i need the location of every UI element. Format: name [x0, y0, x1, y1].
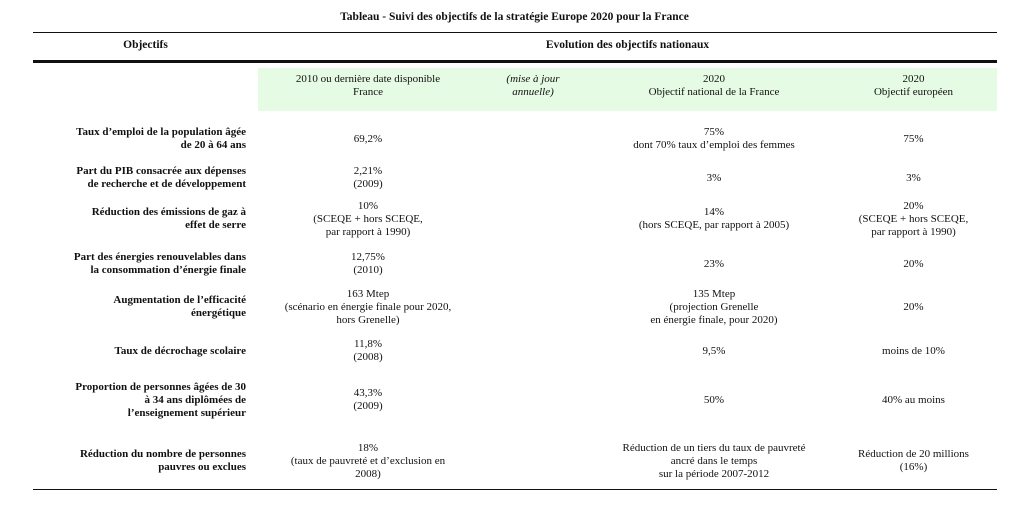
objective-european-line: par rapport à 1990) — [871, 225, 956, 238]
value-2010-cell — [258, 165, 478, 191]
col-header-european-line: 2020 — [902, 73, 925, 85]
objective-european-line: (16%) — [899, 461, 928, 473]
objective-line: pauvres ou exclues — [158, 461, 246, 473]
objective-national-line: 50% — [703, 393, 725, 406]
objective-cell — [36, 448, 246, 474]
objective-national-line: 135 Mtep — [692, 287, 736, 300]
objective-national-cell — [598, 288, 830, 327]
objective-line: l’enseignement supérieur — [127, 406, 246, 419]
objective-line: Réduction du nombre de personnes — [79, 448, 246, 460]
objective-european-line: (SCEQE + hors SCEQE, — [858, 212, 969, 225]
objective-european-cell — [830, 448, 997, 474]
objective-national-cell — [598, 258, 830, 271]
col-header-update — [478, 73, 588, 99]
objective-national-cell — [598, 394, 830, 407]
objective-cell — [36, 381, 246, 420]
objective-national-line: (projection Grenelle — [669, 300, 759, 313]
header-evolution: Evolution des objectifs nationaux — [545, 39, 710, 51]
col-header-update-line: (mise à jour — [506, 73, 560, 85]
value-2010-line: 43,3% — [353, 387, 383, 399]
value-2010-line: (SCEQE + hors SCEQE, — [313, 212, 423, 225]
objective-european-line: 20% — [903, 300, 924, 313]
objective-european-cell — [830, 258, 997, 271]
objective-european-line: 40% au moins — [882, 393, 945, 406]
objective-european-cell — [830, 345, 997, 358]
col-header-value-line: 2010 ou dernière date disponible — [295, 73, 441, 85]
objective-national-line: 14% — [703, 206, 725, 218]
value-2010-line: 163 Mtep — [346, 287, 390, 300]
objective-line: à 34 ans diplômées de — [144, 393, 246, 406]
value-2010-line: 12,75% — [351, 251, 385, 263]
objective-line: Taux de décrochage scolaire — [114, 344, 246, 357]
value-2010-line: (2008) — [353, 351, 383, 363]
objective-european-line: 20% — [903, 257, 924, 270]
value-2010-cell — [258, 200, 478, 239]
objective-european-line: 75% — [903, 132, 924, 145]
objective-national-cell — [598, 206, 830, 232]
value-2010-line: 18% — [357, 441, 379, 454]
objective-national-line: sur la période 2007-2012 — [658, 467, 770, 480]
top-rule — [33, 32, 997, 33]
value-2010-line: 2008) — [355, 467, 381, 480]
objective-cell — [36, 165, 246, 191]
objective-national-line: (hors SCEQE, par rapport à 2005) — [638, 219, 790, 231]
objective-line: effet de serre — [185, 219, 246, 231]
col-header-national-line: 2020 — [703, 73, 725, 85]
objective-line: énergétique — [191, 307, 246, 319]
header-objectifs: Objectifs — [123, 39, 168, 51]
objective-national-line: dont 70% taux d’emploi des femmes — [633, 139, 795, 151]
objective-line: Part du PIB consacrée aux dépenses — [76, 165, 246, 177]
table-caption: Tableau - Suivi des objectifs de la stratégie Europe 2020 pour la France — [340, 11, 689, 23]
objective-national-line: 75% — [703, 126, 725, 138]
col-header-national-line: Objectif national de la France — [648, 86, 780, 98]
col-header-update-line: annuelle) — [512, 86, 554, 98]
objective-national-line: 23% — [703, 257, 725, 270]
col-header-european-line: Objectif européen — [873, 86, 954, 98]
value-2010-cell — [258, 387, 478, 413]
bottom-rule — [33, 489, 997, 490]
objective-national-line: 9,5% — [702, 344, 726, 357]
value-2010-line: 10% — [357, 199, 379, 212]
header-rule — [33, 60, 997, 63]
objective-european-cell — [830, 200, 997, 239]
objective-national-line: 3% — [706, 171, 722, 184]
objective-national-cell — [598, 126, 830, 152]
objective-national-line: ancré dans le temps — [670, 454, 758, 467]
objective-national-line: en énergie finale, pour 2020) — [650, 313, 778, 326]
value-2010-cell — [258, 251, 478, 277]
objective-cell — [36, 126, 246, 152]
objective-european-line: moins de 10% — [882, 344, 945, 357]
value-2010-line: (2009) — [353, 400, 383, 412]
objective-line: Taux d’emploi de la population âgée — [76, 126, 246, 138]
value-2010-line: 2,21% — [353, 165, 383, 177]
value-2010-line: hors Grenelle) — [336, 313, 400, 326]
value-2010-cell — [258, 133, 478, 146]
objective-national-cell — [598, 345, 830, 358]
value-2010-line: (2009) — [353, 178, 383, 190]
objective-cell — [36, 294, 246, 320]
value-2010-line: 11,8% — [353, 338, 382, 350]
value-2010-cell — [258, 288, 478, 327]
col-header-value-line: France — [353, 86, 383, 98]
objective-european-cell — [830, 301, 997, 314]
value-2010-cell — [258, 338, 478, 364]
col-header-value — [258, 73, 478, 99]
col-header-european — [830, 73, 997, 99]
value-2010-line: 69,2% — [353, 132, 383, 145]
objective-national-line: Réduction de un tiers du taux de pauvreté — [622, 441, 806, 454]
objective-cell — [36, 206, 246, 232]
objective-line: Augmentation de l’efficacité — [113, 294, 246, 306]
objective-european-line: 20% — [903, 199, 924, 212]
value-2010-line: par rapport à 1990) — [325, 225, 411, 238]
objective-national-cell — [598, 442, 830, 481]
objective-line: de recherche et de développement — [87, 178, 246, 190]
objective-line: la consommation d’énergie finale — [90, 264, 246, 276]
objective-line: Réduction des émissions de gaz à — [91, 206, 246, 218]
objective-line: Part des énergies renouvelables dans — [73, 251, 246, 263]
objective-line: Proportion de personnes âgées de 30 — [75, 380, 246, 393]
objective-line: de 20 à 64 ans — [180, 139, 246, 151]
value-2010-line: (2010) — [353, 264, 383, 276]
col-header-national — [598, 73, 830, 99]
objective-cell — [36, 251, 246, 277]
objective-european-cell — [830, 394, 997, 407]
objective-european-cell — [830, 133, 997, 146]
value-2010-cell — [258, 442, 478, 481]
objective-european-line: Réduction de 20 millions — [858, 448, 969, 460]
objective-european-cell — [830, 172, 997, 185]
objective-national-cell — [598, 172, 830, 185]
objective-cell — [36, 345, 246, 358]
value-2010-line: (taux de pauvreté et d’exclusion en — [290, 454, 446, 467]
objective-european-line: 3% — [906, 171, 921, 184]
value-2010-line: (scénario en énergie finale pour 2020, — [284, 300, 452, 313]
